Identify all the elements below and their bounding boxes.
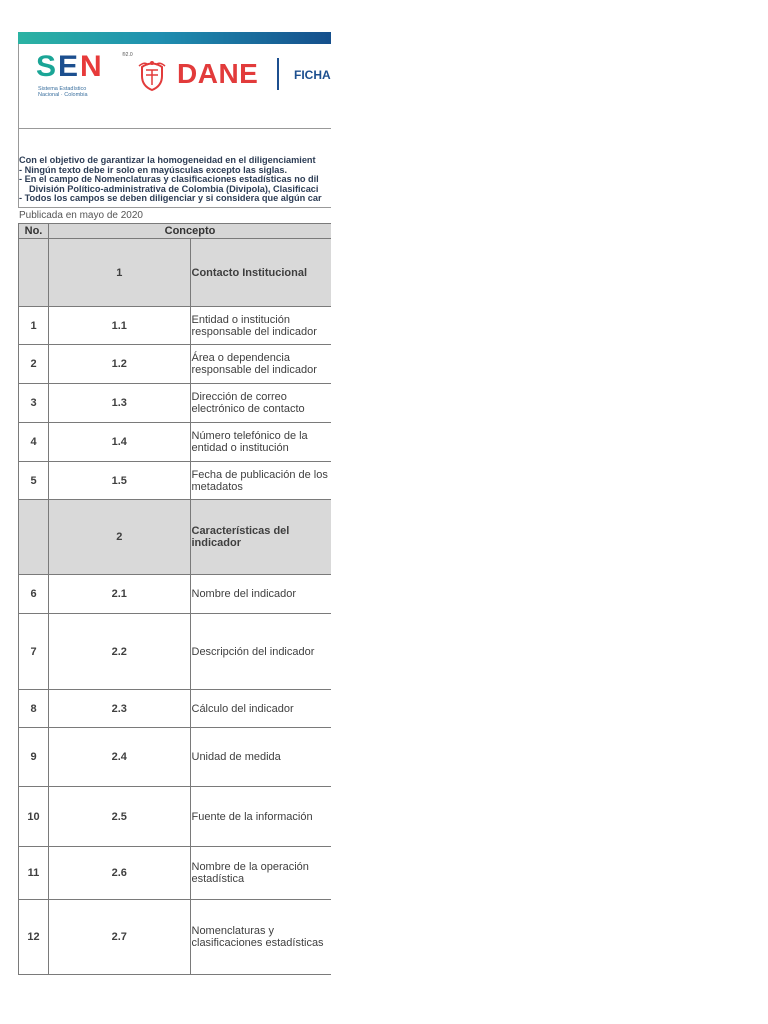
sen-logo-superscript: ®2.0 [122,52,133,58]
table-row [19,847,332,900]
concept-text: Unidad de medida [190,728,331,787]
header-gradient-bar [18,32,331,44]
section-title: Características del indicador [190,500,331,575]
instruction-line: - Ningún texto debe ir solo en mayúsculas excepto las siglas. [19,164,288,175]
table-row [19,690,332,728]
row-code: 1.4 [49,423,191,462]
row-number: 4 [19,423,49,462]
row-number: 8 [19,690,49,728]
row-number: 3 [19,384,49,423]
row-code: 2.2 [49,614,191,690]
coat-of-arms-icon [135,58,169,92]
row-code: 1.2 [49,345,191,384]
row-number: 7 [19,614,49,690]
table-row [19,900,332,975]
concept-text: Nomenclaturas y clasificaciones estadísticas [190,900,331,975]
ficha-title: FICHA [294,68,331,82]
row-number: 9 [19,728,49,787]
instruction-line: - En el campo de Nomenclaturas y clasificaciones estadísticas no dil [19,174,319,184]
table-row [19,614,332,690]
row-code: 1 [49,239,191,307]
concept-text: Nombre de la operación estadística [190,847,331,900]
concept-text: Nombre del indicador [190,575,331,614]
table-header-row [19,224,332,239]
table-row [19,575,332,614]
indicator-table [18,223,331,975]
concept-text: Fuente de la información [190,787,331,847]
instruction-line: - Todos los campos se deben diligenciar y si considera que algún car [19,193,322,203]
instruction-line: División Político-administrativa de Colombia (Divipola), Clasificaci [29,183,319,194]
concept-text: Dirección de correo electrónico de contacto [190,384,331,423]
table-row [19,384,332,423]
concept-text: Área o dependencia responsable del indicador [190,345,331,384]
row-code: 1.5 [49,462,191,500]
row-code: 2.6 [49,847,191,900]
publication-date: Publicada en mayo de 2020 [19,210,143,221]
section-title: Contacto Institucional [190,239,331,307]
concept-text: Número telefónico de la entidad o institución [190,423,331,462]
row-code: 1.1 [49,307,191,345]
sen-logo-subtitle: Sistema Estadístico Nacional · Colombia [38,86,88,98]
sen-logo: SEN [36,50,104,83]
row-number [19,500,49,575]
row-number [19,239,49,307]
section-row [19,239,332,307]
row-code: 1.3 [49,384,191,423]
table-row [19,728,332,787]
row-code: 2.1 [49,575,191,614]
row-number: 1 [19,307,49,345]
row-code: 2.4 [49,728,191,787]
row-code: 2 [49,500,191,575]
concept-text: Fecha de publicación de los metadatos [190,462,331,500]
table-row [19,787,332,847]
concept-text: Entidad o institución responsable del indicador [190,307,331,345]
concept-text: Descripción del indicador [190,614,331,690]
row-number: 2 [19,345,49,384]
row-number: 5 [19,462,49,500]
dane-logo: DANE [177,58,259,89]
header-banner [18,44,331,129]
column-header-concepto: Concepto [49,224,332,239]
logo-separator [277,58,279,90]
row-number: 12 [19,900,49,975]
instruction-line: Con el objetivo de garantizar la homogeneidad en el diligenciamient [19,155,316,165]
row-number: 6 [19,575,49,614]
row-code: 2.7 [49,900,191,975]
table-row [19,423,332,462]
divider [19,207,331,208]
row-number: 11 [19,847,49,900]
section-row [19,500,332,575]
table-row [19,462,332,500]
column-header-no: No. [19,224,49,239]
row-number: 10 [19,787,49,847]
table-row [19,307,332,345]
document-sheet [18,32,331,976]
table-row [19,345,332,384]
row-code: 2.3 [49,690,191,728]
instructions-block [18,128,331,208]
concept-text: Cálculo del indicador [190,690,331,728]
row-code: 2.5 [49,787,191,847]
